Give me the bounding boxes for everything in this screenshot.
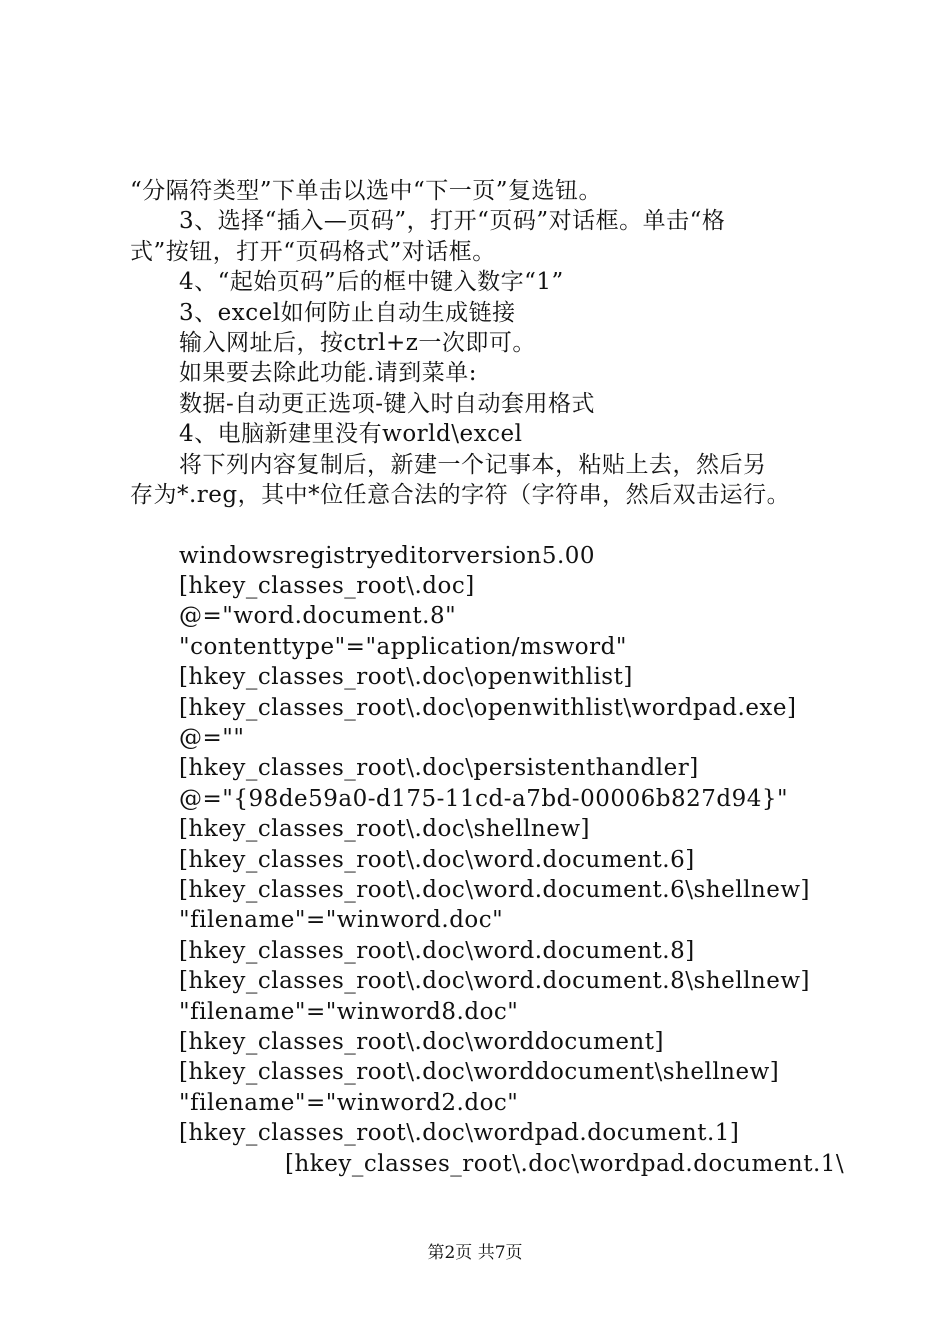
registry-line: [hkey_classes_root\.doc\openwithlist] [179, 664, 633, 691]
registry-line: [hkey_classes_root\.doc\word.document.8\shellnew] [179, 968, 811, 995]
text-line: 3、选择“插入—页码”，打开“页码”对话框。单击“格 [179, 208, 726, 235]
registry-line: @="word.document.8" [179, 603, 457, 630]
page-footer [0, 1243, 950, 1263]
registry-line: [hkey_classes_root\.doc\wordpad.document.1] [179, 1120, 740, 1147]
registry-line: "filename"="winword2.doc" [179, 1089, 519, 1116]
blank-line [130, 510, 850, 540]
registry-line: [hkey_classes_root\.doc\word.document.8] [179, 937, 695, 964]
text-line: “分隔符类型”下单击以选中“下一页”复选钮。 [130, 178, 603, 204]
registry-line: @="{98de59a0-d175-11cd-a7bd-00006b827d94}" [179, 785, 789, 812]
registry-line: [hkey_classes_root\.doc\worddocument\shellnew] [179, 1059, 780, 1086]
text-line: 输入网址后，按ctrl+z一次即可。 [179, 329, 536, 356]
section-heading: 4、电脑新建里没有world\excel [179, 421, 523, 448]
registry-line: [hkey_classes_root\.doc\openwithlist\wordpad.exe] [179, 694, 797, 721]
registry-line: "contenttype"="application/msword" [179, 633, 627, 660]
text-line: 式”按钮，打开“页码格式”对话框。 [130, 238, 496, 265]
registry-line: windowsregistryeditorversion5.00 [179, 542, 596, 569]
registry-line: [hkey_classes_root\.doc\word.document.6] [179, 846, 695, 873]
registry-line: "filename"="winword8.doc" [179, 998, 519, 1025]
text-line: 如果要去除此功能.请到菜单: [179, 360, 478, 387]
registry-line: @="" [179, 725, 245, 752]
text-line: 4、“起始页码”后的框中键入数字“1” [179, 269, 564, 296]
text-line: 存为*.reg，其中*位任意合法的字符（字符串，然后双击运行。 [130, 481, 791, 508]
text-line: 数据-自动更正选项-键入时自动套用格式 [179, 390, 596, 417]
registry-line: [hkey_classes_root\.doc] [179, 573, 475, 600]
text-line: 将下列内容复制后，新建一个记事本，粘贴上去，然后另 [179, 451, 767, 478]
registry-line: [hkey_classes_root\.doc\wordpad.document.1\ [285, 1150, 845, 1177]
registry-line: "filename"="winword.doc" [179, 907, 504, 934]
registry-line: [hkey_classes_root\.doc\shellnew] [179, 816, 591, 843]
section-heading: 3、excel如何防止自动生成链接 [179, 299, 516, 326]
document-body [130, 176, 850, 1179]
registry-line: [hkey_classes_root\.doc\persistenthandler] [179, 755, 699, 782]
registry-line: [hkey_classes_root\.doc\worddocument] [179, 1028, 664, 1055]
registry-line: [hkey_classes_root\.doc\word.document.6\shellnew] [179, 876, 811, 903]
page-number-label: 第2页 共7页 [427, 1243, 523, 1263]
